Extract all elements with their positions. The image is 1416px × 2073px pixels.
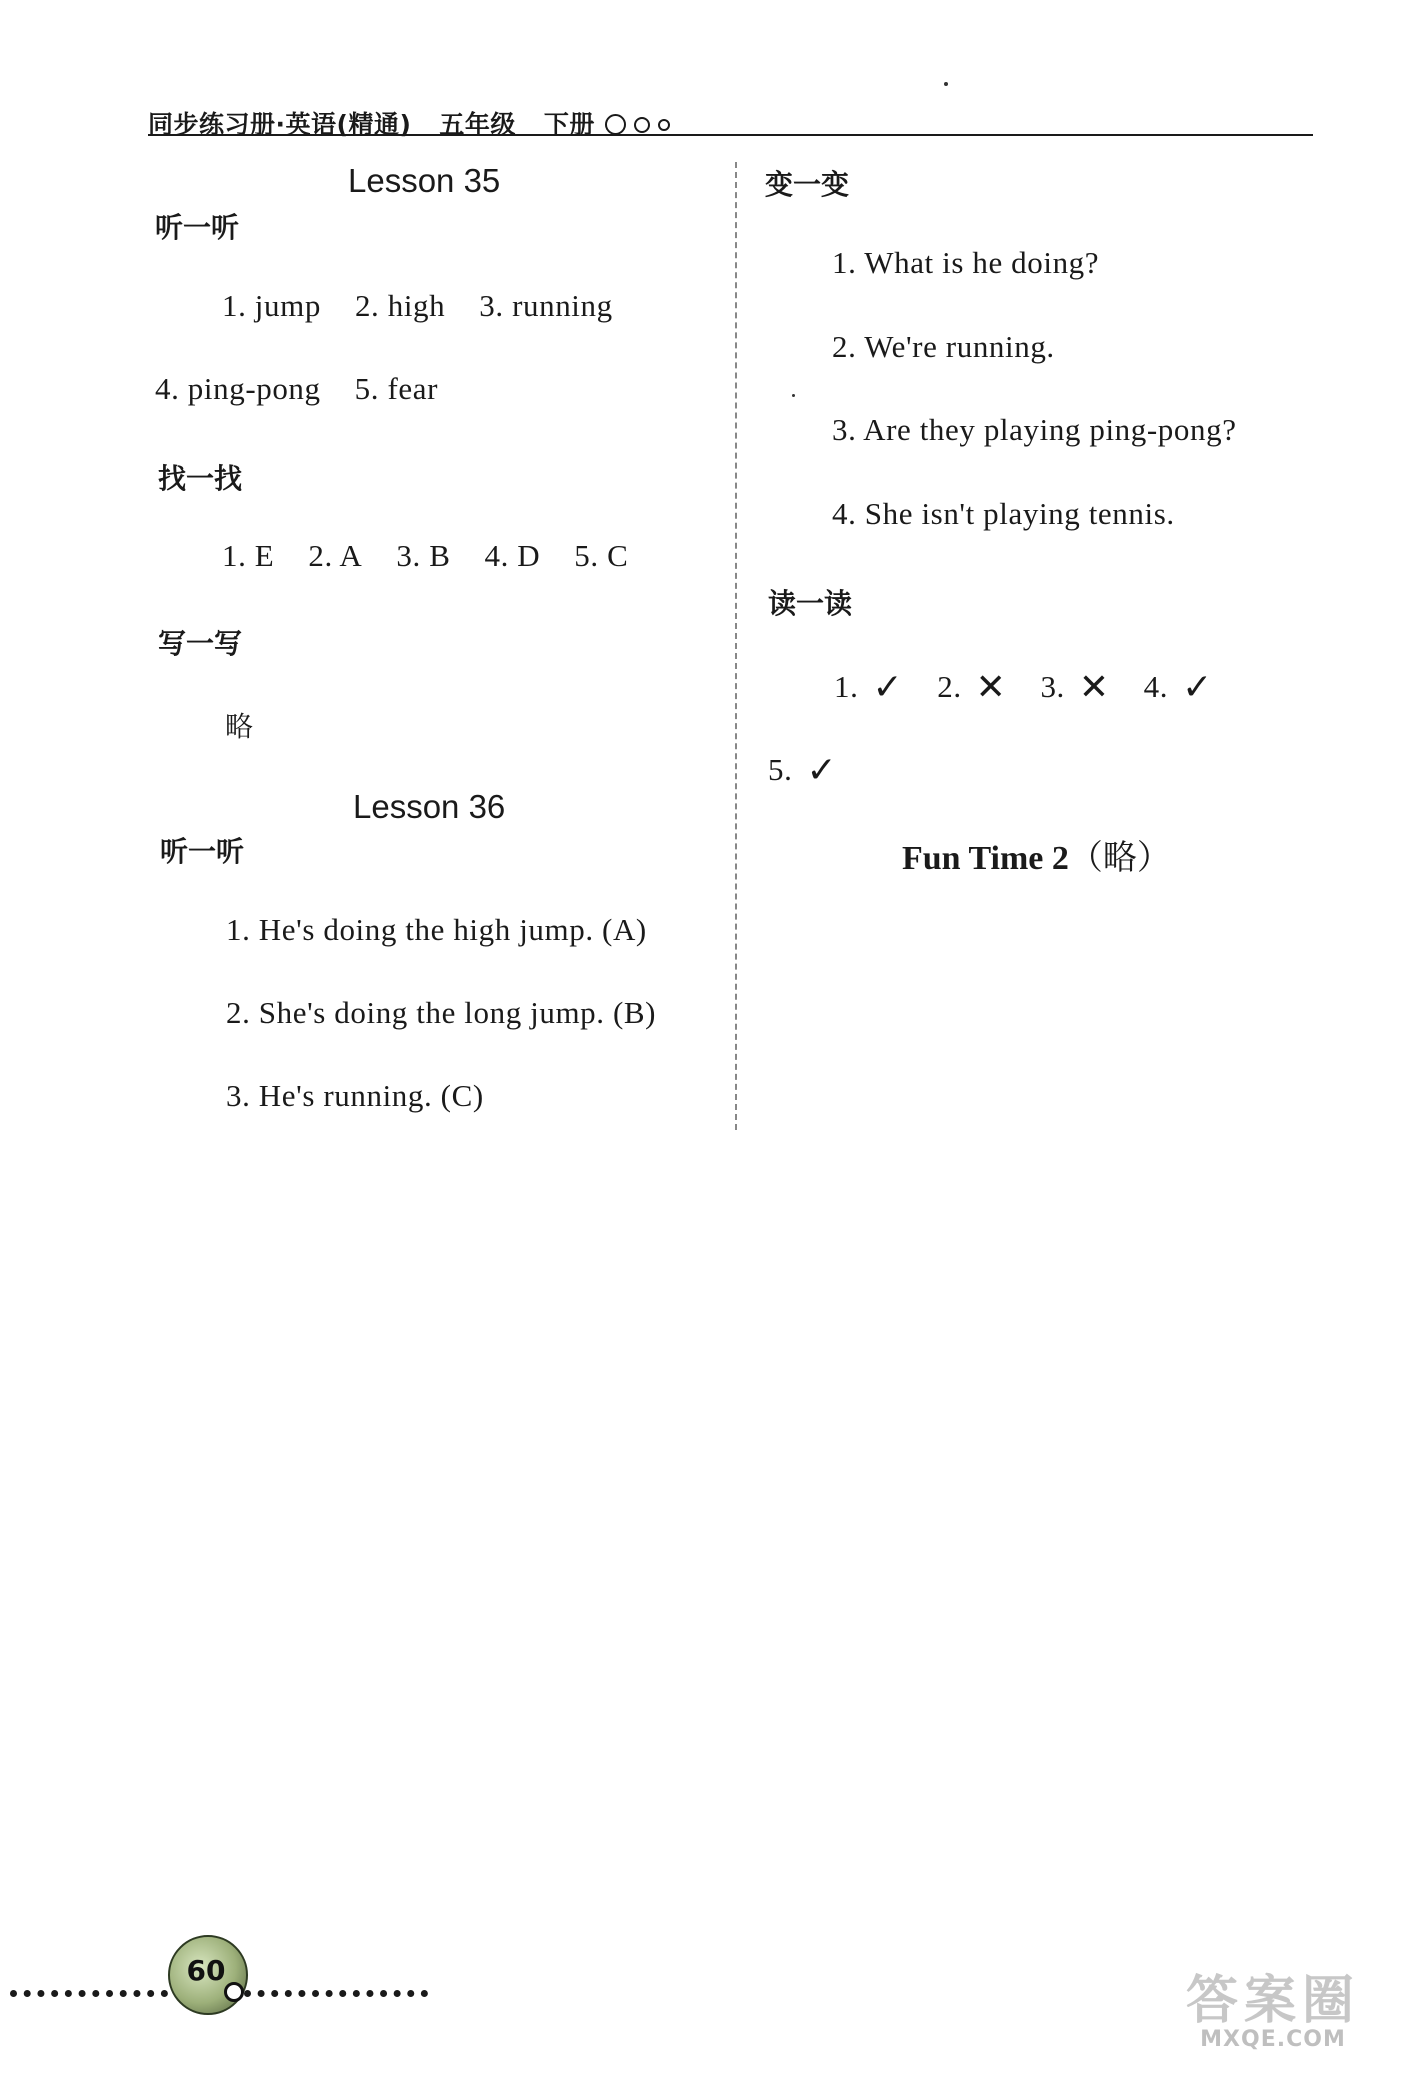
fun-time-note: （略） [1068, 840, 1171, 877]
footer-dotted-line-right [244, 1990, 428, 2005]
answer-item: 3. running [479, 288, 613, 323]
check-icon: ✓ [872, 667, 904, 707]
read-item: 3. ✕ [1040, 667, 1110, 707]
watermark [1158, 1958, 1388, 2052]
l36-listen-item-1: 1. He's doing the high jump. (A) [226, 912, 647, 947]
read-answers-row1 [834, 664, 1213, 706]
fun-time-label: Fun Time 2 [902, 840, 1069, 877]
watermark-logo: 答案圈 [1185, 1971, 1360, 2031]
l36-listen-item-3: 3. He's running. (C) [226, 1078, 484, 1113]
answer-item: 5. fear [354, 371, 439, 406]
l36-listen-heading: 听一听 [160, 835, 245, 868]
read-item: 5. ✓ [768, 750, 838, 790]
change-item-3: 3. Are they playing ping-pong? [832, 412, 1237, 447]
change-item-1: 1. What is he doing? [832, 245, 1100, 280]
check-icon: ✓ [806, 750, 838, 790]
lesson-36-title: Lesson 36 [353, 788, 506, 825]
subject: 英语(精通) [285, 110, 412, 139]
volume: 下册 [543, 110, 595, 139]
answer-item: 2. high [354, 288, 446, 323]
l35-write-answer: 略 [225, 710, 254, 743]
l35-listen-line1 [222, 288, 613, 324]
answer-item: 4. D [484, 538, 541, 573]
answer-item: 4. ping-pong [155, 371, 321, 406]
read-item: 4. ✓ [1143, 667, 1213, 707]
answer-item: 1. E [222, 538, 275, 573]
answer-item: 3. B [396, 538, 451, 573]
lesson-35-title: Lesson 35 [348, 162, 501, 199]
l35-listen-heading: 听一听 [155, 211, 240, 244]
column-divider [735, 162, 737, 1130]
scan-speck [792, 394, 795, 397]
l35-listen-line2 [155, 371, 438, 407]
scan-speck [944, 82, 948, 86]
title-dot: · [275, 110, 286, 139]
header-rule [148, 134, 1313, 136]
change-item-4: 4. She isn't playing tennis. [832, 496, 1175, 531]
answer-item: 1. jump [222, 288, 321, 323]
l35-find-heading: 找一找 [158, 462, 243, 495]
cross-icon: ✕ [975, 667, 1007, 707]
grade: 五年级 [439, 110, 516, 139]
answer-item: 2. A [308, 538, 363, 573]
badge-dot-icon [224, 1982, 244, 2002]
read-item: 1. ✓ [834, 667, 904, 707]
answer-item: 5. C [574, 538, 629, 573]
read-heading: 读一读 [768, 587, 853, 620]
fun-time-title [902, 830, 1171, 879]
page-number: 60 [186, 1954, 226, 1987]
read-item: 2. ✕ [937, 667, 1007, 707]
check-icon: ✓ [1182, 667, 1213, 707]
l36-listen-item-2: 2. She's doing the long jump. (B) [226, 995, 657, 1030]
change-item-2: 2. We're running. [832, 329, 1055, 364]
cross-icon: ✕ [1078, 667, 1110, 707]
l35-write-heading: 写一写 [158, 627, 243, 660]
book-title: 同步练习册 [148, 110, 276, 139]
watermark-site: MXQE.COM [1200, 2027, 1346, 2052]
change-heading: 变一变 [765, 168, 850, 201]
footer-dotted-line-left [10, 1990, 168, 2005]
l35-find-answers [222, 538, 628, 574]
read-answers-row2 [768, 747, 837, 789]
